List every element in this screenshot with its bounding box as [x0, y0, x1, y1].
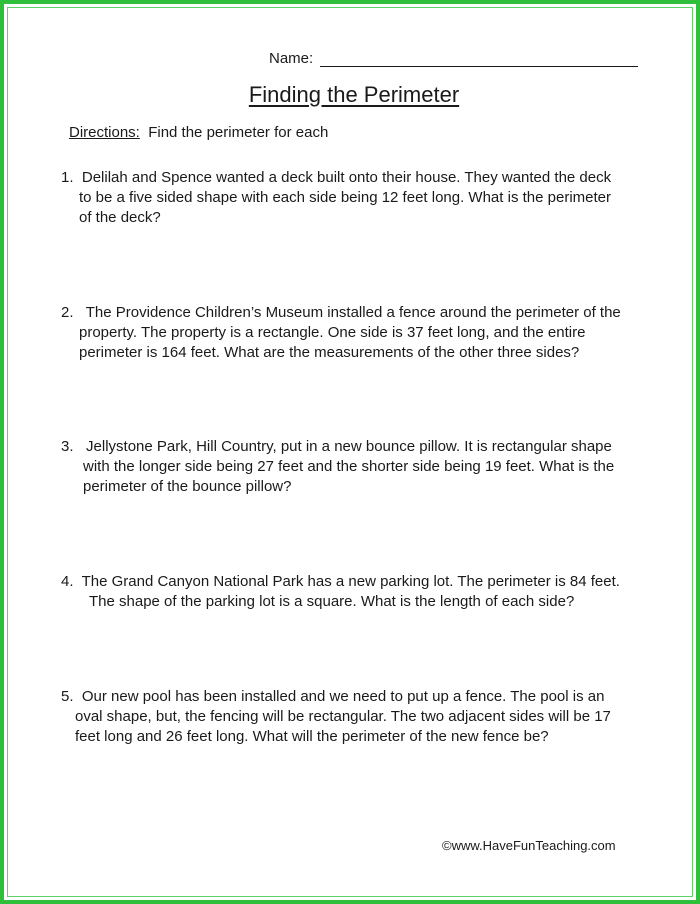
problem-line [61, 572, 620, 592]
problem-text: The Grand Canyon National Park has a new parking lot. The perimeter is 84 feet. [81, 573, 620, 590]
problem-line: oval shape, but, the fencing will be rectangular. The two adjacent sides will be 17 [75, 708, 611, 725]
problem-1 [61, 168, 611, 228]
problem-text: Delilah and Spence wanted a deck built onto their house. They wanted the deck [81, 169, 612, 186]
problem-number: 3. [61, 438, 74, 455]
copyright-footer: ©www.HaveFunTeaching.com [442, 838, 616, 853]
problem-4 [61, 572, 620, 612]
problem-text: The Providence Children’s Museum installed a fence around the perimeter of the [85, 304, 621, 321]
problem-line: of the deck? [79, 209, 161, 226]
problem-line [61, 168, 611, 188]
name-label: Name: [269, 50, 314, 67]
worksheet-title [4, 82, 700, 108]
problem-line: feet long and 26 feet long. What will the perimeter of the new fence be? [75, 728, 549, 745]
directions-text: Find the perimeter for each [148, 124, 329, 141]
problem-number: 5. [61, 688, 74, 705]
problem-line [61, 437, 614, 457]
name-field [269, 49, 638, 67]
directions-label: Directions: [69, 124, 140, 141]
title-text: Finding the Perimeter [248, 82, 460, 107]
problem-line: property. The property is a rectangle. One side is 37 feet long, and the entire [79, 324, 586, 341]
problem-line: perimeter is 164 feet. What are the measurements of the other three sides? [79, 344, 580, 361]
problem-line: with the longer side being 27 feet and the shorter side being 19 feet. What is the [83, 458, 615, 475]
directions [69, 124, 328, 141]
problem-line: The shape of the parking lot is a square. What is the length of each side? [89, 593, 575, 610]
problem-2 [61, 303, 621, 363]
name-blank-line [320, 49, 638, 67]
problem-line: to be a five sided shape with each side being 12 feet long. What is the perimeter [79, 189, 611, 206]
problem-text: Jellystone Park, Hill Country, put in a new bounce pillow. It is rectangular shape [86, 438, 612, 455]
problem-line: perimeter of the bounce pillow? [83, 478, 292, 495]
problem-line [61, 303, 621, 323]
problem-number: 1. [61, 169, 74, 186]
problem-5 [61, 687, 611, 747]
problem-text: Our new pool has been installed and we need to put up a fence. The pool is an [81, 688, 605, 705]
problem-line [61, 687, 611, 707]
problem-number: 2. [61, 304, 74, 321]
problem-3 [61, 437, 614, 497]
problem-number: 4. [61, 573, 74, 590]
